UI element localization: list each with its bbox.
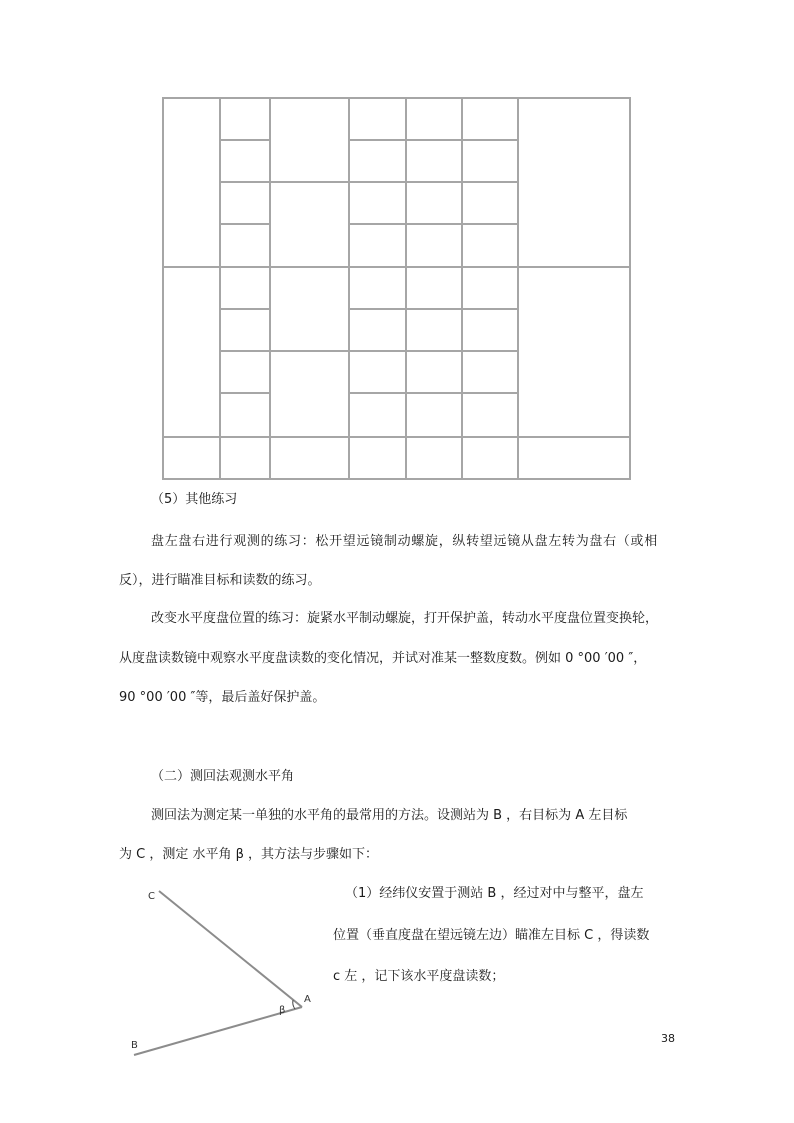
label-c: C: [148, 891, 155, 902]
table-cell: [461, 436, 519, 480]
table-cell: [405, 139, 463, 183]
table-cell: [348, 436, 407, 480]
table-cell: [461, 308, 519, 352]
table-cell: [461, 350, 519, 394]
table-cell: [348, 308, 407, 352]
table-cell: [461, 223, 519, 268]
table-cell: [517, 436, 631, 480]
line-ca: [159, 891, 302, 1007]
table-cell: [517, 97, 631, 268]
table-cell: [269, 436, 350, 480]
table-cell: [219, 392, 271, 438]
table-cell: [219, 308, 271, 352]
table-cell: [461, 181, 519, 225]
table-cell: [405, 308, 463, 352]
paragraph-line: 改变水平度盘位置的练习：旋紧水平制动螺旋，打开保护盖，转动水平度盘位置变换轮，: [151, 611, 659, 626]
paragraph-line: 从度盘读数镜中观察水平度盘读数的变化情况，并试对准某一整数度数。例如 0 °00 ′00 ″，: [119, 651, 647, 666]
table-cell: [219, 97, 271, 141]
label-a: A: [304, 994, 311, 1005]
table-cell: [348, 392, 407, 438]
paragraph-line: 盘左盘右进行观测的练习：松开望远镜制动螺旋，纵转望远镜从盘左转为盘右（或相: [151, 534, 658, 549]
section-heading: （二）测回法观测水平角: [151, 769, 295, 784]
table-cell: [269, 181, 350, 268]
table-cell: [461, 266, 519, 310]
table-cell: [405, 392, 463, 438]
table-cell: [269, 266, 350, 352]
table-cell: [461, 139, 519, 183]
table-cell: [348, 350, 407, 394]
table-cell: [405, 436, 463, 480]
table-cell: [405, 181, 463, 225]
table-cell: [348, 181, 407, 225]
table-cell: [162, 436, 221, 480]
table-cell: [348, 139, 407, 183]
paragraph-line: 位置（垂直度盘在望远镜左边）瞄准左目标 C ，得读数: [333, 928, 650, 943]
label-b: B: [131, 1040, 138, 1051]
paragraph-line: （1）经纬仪安置于测站 B ，经过对中与整平，盘左: [345, 886, 644, 901]
table-cell: [461, 392, 519, 438]
page-number: 38: [661, 1032, 675, 1045]
table-cell: [219, 223, 271, 268]
observation-table: [162, 97, 631, 480]
table-cell: [269, 97, 350, 183]
table-cell: [269, 350, 350, 438]
line-ab: [134, 1007, 302, 1055]
angle-diagram: [125, 880, 325, 1060]
table-cell: [219, 139, 271, 183]
table-cell: [348, 223, 407, 268]
table-cell: [348, 97, 407, 141]
table-cell: [405, 350, 463, 394]
table-cell: [219, 436, 271, 480]
table-cell: [517, 266, 631, 438]
table-cell: [219, 350, 271, 394]
label-beta: β: [279, 1005, 286, 1016]
paragraph-line: 为 C ，测定 水平角 β ，其方法与步骤如下：: [119, 847, 379, 862]
table-cell: [348, 266, 407, 310]
table-cell: [162, 266, 221, 438]
table-cell: [219, 181, 271, 225]
paragraph-line: 测回法为测定某一单独的水平角的最常用的方法。设测站为 B ，右目标为 A 左目标: [151, 808, 628, 823]
table-cell: [219, 266, 271, 310]
table-cell: [405, 266, 463, 310]
table-cell: [405, 223, 463, 268]
paragraph-line: c 左 ，记下该水平度盘读数；: [333, 969, 505, 984]
paragraph-line: 90 °00 ′00 ″等，最后盖好保护盖。: [119, 690, 326, 705]
table-cell: [461, 97, 519, 141]
section-heading: （5）其他练习: [151, 492, 238, 507]
table-cell: [162, 97, 221, 268]
table-cell: [405, 97, 463, 141]
paragraph-line: 反），进行瞄准目标和读数的练习。: [119, 573, 321, 588]
